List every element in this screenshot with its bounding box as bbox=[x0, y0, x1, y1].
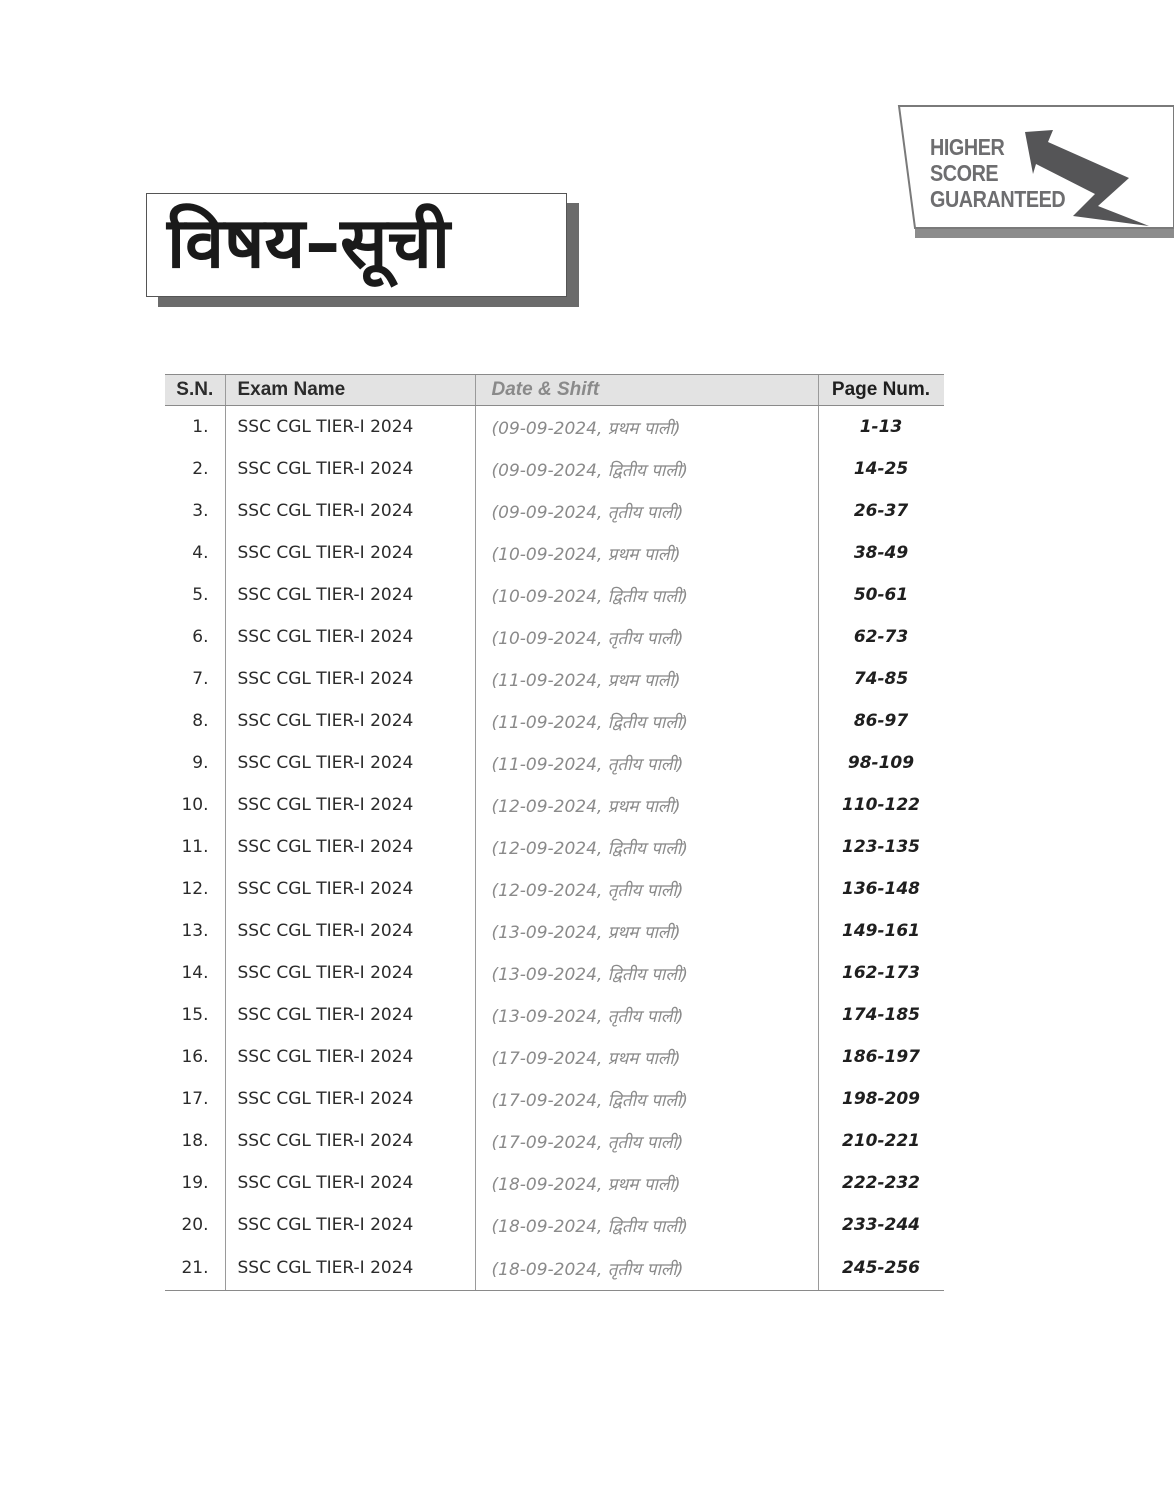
header-exam-name: Exam Name bbox=[225, 375, 475, 406]
table-row bbox=[165, 826, 944, 868]
cell-sn: 21. bbox=[165, 1246, 225, 1291]
cell-exam-name: SSC CGL TIER-I 2024 bbox=[225, 700, 475, 742]
cell-exam-name: SSC CGL TIER-I 2024 bbox=[225, 868, 475, 910]
cell-date-shift: (13-09-2024, तृतीय पाली) bbox=[475, 994, 818, 1036]
table-row bbox=[165, 952, 944, 994]
cell-page-num: 210-221 bbox=[818, 1120, 944, 1162]
cell-exam-name: SSC CGL TIER-I 2024 bbox=[225, 910, 475, 952]
cell-sn: 9. bbox=[192, 753, 209, 773]
cell-exam-name: SSC CGL TIER-I 2024 bbox=[225, 742, 475, 784]
cell-page-num: 245-256 bbox=[818, 1246, 944, 1291]
table-row bbox=[165, 490, 944, 532]
header-date-shift: Date & Shift bbox=[475, 375, 818, 406]
cell-sn: 1. bbox=[192, 417, 209, 437]
cell-sn: 5. bbox=[192, 585, 209, 605]
table-row bbox=[165, 448, 944, 490]
title-box bbox=[146, 193, 567, 297]
cell-date-shift: (09-09-2024, द्वितीय पाली) bbox=[475, 448, 818, 490]
cell-page-num: 149-161 bbox=[818, 910, 944, 952]
cell-sn: 19. bbox=[181, 1173, 209, 1193]
cell-exam-name: SSC CGL TIER-I 2024 bbox=[225, 784, 475, 826]
table-row bbox=[165, 1120, 944, 1162]
cell-sn: 17. bbox=[181, 1089, 209, 1109]
cell-date-shift: (11-09-2024, द्वितीय पाली) bbox=[475, 700, 818, 742]
cell-date-shift: (18-09-2024, तृतीय पाली) bbox=[475, 1246, 818, 1291]
table-row bbox=[165, 1162, 944, 1204]
table-row bbox=[165, 1246, 944, 1291]
cell-sn: 11. bbox=[181, 837, 209, 857]
cell-date-shift: (17-09-2024, द्वितीय पाली) bbox=[475, 1078, 818, 1120]
cell-exam-name: SSC CGL TIER-I 2024 bbox=[225, 994, 475, 1036]
cell-sn: 16. bbox=[181, 1047, 209, 1067]
cell-exam-name: SSC CGL TIER-I 2024 bbox=[225, 1246, 475, 1291]
cell-sn: 20. bbox=[181, 1215, 209, 1235]
page-title: विषय–सूची bbox=[167, 202, 451, 284]
cell-sn: 18. bbox=[181, 1131, 209, 1151]
table-row bbox=[165, 700, 944, 742]
badge-line-2: SCORE bbox=[930, 160, 999, 186]
cell-page-num: 123-135 bbox=[818, 826, 944, 868]
table-row bbox=[165, 742, 944, 784]
cell-sn: 2. bbox=[192, 459, 209, 479]
cell-sn: 6. bbox=[192, 627, 209, 647]
header-sn: S.N. bbox=[165, 375, 225, 406]
cell-exam-name: SSC CGL TIER-I 2024 bbox=[225, 1162, 475, 1204]
cell-sn: 3. bbox=[192, 501, 209, 521]
table-row bbox=[165, 994, 944, 1036]
cell-page-num: 174-185 bbox=[818, 994, 944, 1036]
cell-exam-name: SSC CGL TIER-I 2024 bbox=[225, 616, 475, 658]
cell-exam-name: SSC CGL TIER-I 2024 bbox=[225, 952, 475, 994]
table-row bbox=[165, 532, 944, 574]
cell-date-shift: (12-09-2024, प्रथम पाली) bbox=[475, 784, 818, 826]
cell-page-num: 198-209 bbox=[818, 1078, 944, 1120]
cell-sn: 15. bbox=[181, 1005, 209, 1025]
contents-table bbox=[165, 374, 944, 1291]
cell-date-shift: (09-09-2024, तृतीय पाली) bbox=[475, 490, 818, 532]
table-row bbox=[165, 1204, 944, 1246]
cell-exam-name: SSC CGL TIER-I 2024 bbox=[225, 406, 475, 449]
cell-page-num: 74-85 bbox=[818, 658, 944, 700]
cell-page-num: 14-25 bbox=[818, 448, 944, 490]
table-row bbox=[165, 784, 944, 826]
cell-date-shift: (17-09-2024, तृतीय पाली) bbox=[475, 1120, 818, 1162]
cell-date-shift: (13-09-2024, प्रथम पाली) bbox=[475, 910, 818, 952]
cell-date-shift: (10-09-2024, तृतीय पाली) bbox=[475, 616, 818, 658]
cell-exam-name: SSC CGL TIER-I 2024 bbox=[225, 1036, 475, 1078]
table-row bbox=[165, 1036, 944, 1078]
higher-score-badge bbox=[893, 104, 1174, 238]
table-row bbox=[165, 574, 944, 616]
cell-date-shift: (12-09-2024, द्वितीय पाली) bbox=[475, 826, 818, 868]
cell-sn: 13. bbox=[181, 921, 209, 941]
cell-date-shift: (10-09-2024, द्वितीय पाली) bbox=[475, 574, 818, 616]
table-row bbox=[165, 1078, 944, 1120]
cell-date-shift: (09-09-2024, प्रथम पाली) bbox=[475, 406, 818, 449]
cell-date-shift: (12-09-2024, तृतीय पाली) bbox=[475, 868, 818, 910]
cell-page-num: 50-61 bbox=[818, 574, 944, 616]
cell-date-shift: (11-09-2024, प्रथम पाली) bbox=[475, 658, 818, 700]
cell-sn: 10. bbox=[181, 795, 209, 815]
cell-sn: 12. bbox=[181, 879, 209, 899]
cell-page-num: 233-244 bbox=[818, 1204, 944, 1246]
cell-date-shift: (17-09-2024, प्रथम पाली) bbox=[475, 1036, 818, 1078]
cell-page-num: 222-232 bbox=[818, 1162, 944, 1204]
cell-date-shift: (18-09-2024, द्वितीय पाली) bbox=[475, 1204, 818, 1246]
badge-text bbox=[930, 134, 1065, 212]
badge-line-1: HIGHER bbox=[930, 134, 1005, 160]
cell-exam-name: SSC CGL TIER-I 2024 bbox=[225, 1078, 475, 1120]
cell-exam-name: SSC CGL TIER-I 2024 bbox=[225, 1120, 475, 1162]
cell-page-num: 98-109 bbox=[818, 742, 944, 784]
cell-exam-name: SSC CGL TIER-I 2024 bbox=[225, 448, 475, 490]
table-row bbox=[165, 406, 944, 449]
table-row bbox=[165, 616, 944, 658]
cell-exam-name: SSC CGL TIER-I 2024 bbox=[225, 490, 475, 532]
cell-date-shift: (10-09-2024, प्रथम पाली) bbox=[475, 532, 818, 574]
cell-sn: 7. bbox=[192, 669, 209, 689]
cell-date-shift: (18-09-2024, प्रथम पाली) bbox=[475, 1162, 818, 1204]
header-page-num: Page Num. bbox=[818, 375, 944, 406]
cell-exam-name: SSC CGL TIER-I 2024 bbox=[225, 658, 475, 700]
cell-page-num: 1-13 bbox=[818, 406, 944, 449]
cell-page-num: 162-173 bbox=[818, 952, 944, 994]
cell-date-shift: (13-09-2024, द्वितीय पाली) bbox=[475, 952, 818, 994]
cell-page-num: 26-37 bbox=[818, 490, 944, 532]
table-header-row bbox=[165, 375, 944, 406]
cell-exam-name: SSC CGL TIER-I 2024 bbox=[225, 826, 475, 868]
badge-line-3: GUARANTEED bbox=[930, 186, 1066, 212]
table-body bbox=[165, 406, 944, 1291]
cell-page-num: 62-73 bbox=[818, 616, 944, 658]
cell-date-shift: (11-09-2024, तृतीय पाली) bbox=[475, 742, 818, 784]
cell-page-num: 86-97 bbox=[818, 700, 944, 742]
cell-exam-name: SSC CGL TIER-I 2024 bbox=[225, 574, 475, 616]
cell-page-num: 136-148 bbox=[818, 868, 944, 910]
table-row bbox=[165, 868, 944, 910]
table-row bbox=[165, 910, 944, 952]
cell-page-num: 110-122 bbox=[818, 784, 944, 826]
table-row bbox=[165, 658, 944, 700]
cell-sn: 8. bbox=[192, 711, 209, 731]
cell-sn: 14. bbox=[181, 963, 209, 983]
cell-exam-name: SSC CGL TIER-I 2024 bbox=[225, 1204, 475, 1246]
cell-exam-name: SSC CGL TIER-I 2024 bbox=[225, 532, 475, 574]
cell-sn: 4. bbox=[192, 543, 209, 563]
cell-page-num: 186-197 bbox=[818, 1036, 944, 1078]
cell-page-num: 38-49 bbox=[818, 532, 944, 574]
